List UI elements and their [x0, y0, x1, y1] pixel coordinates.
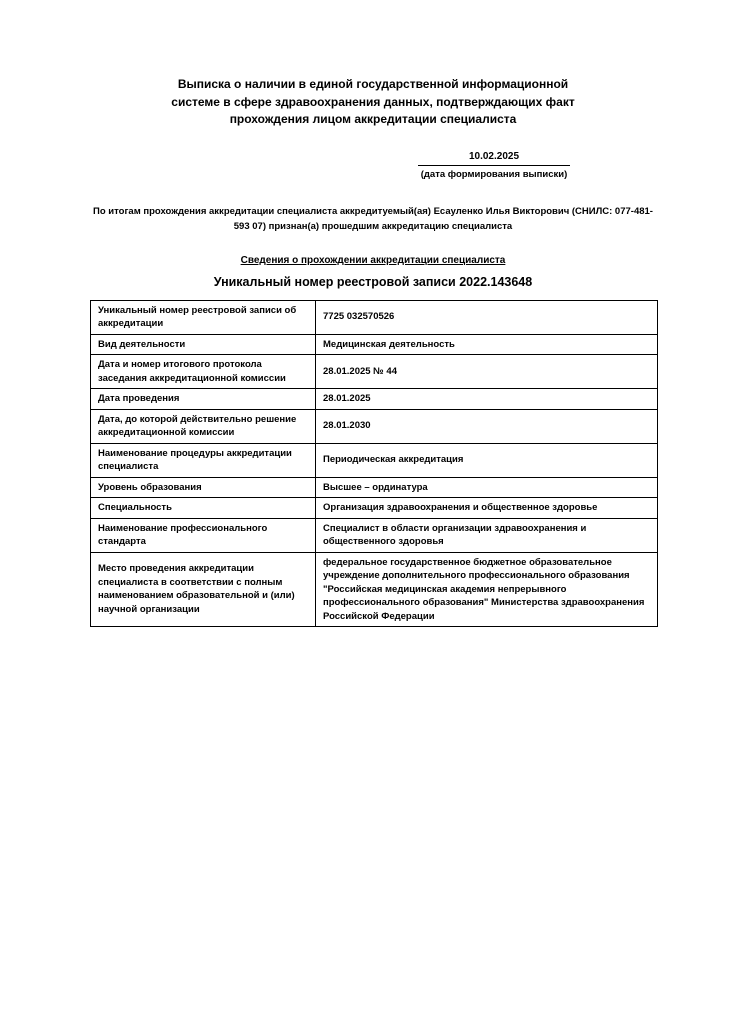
- document-title-line: системе в сфере здравоохранения данных, подтверждающих факт: [171, 94, 575, 109]
- row-label: Уровень образования: [91, 477, 316, 498]
- section-heading: Сведения о прохождении аккредитации специалиста: [240, 254, 506, 266]
- row-value: 7725 032570526: [316, 300, 658, 334]
- table-row: [91, 477, 658, 498]
- row-label: Место проведения аккредитации специалиста в соответствии с полным наименованием образовательной и (или) научной организации: [91, 552, 316, 627]
- row-label: Вид деятельности: [91, 334, 316, 355]
- document-title-line: Выписка о наличии в единой государственной информационной: [177, 77, 569, 91]
- row-label: Уникальный номер реестровой записи об аккредитации: [91, 300, 316, 334]
- row-label: Наименование процедуры аккредитации специалиста: [91, 443, 316, 477]
- row-label: Дата проведения: [91, 389, 316, 410]
- formation-date-value: 10.02.2025: [418, 150, 570, 166]
- table-row: [91, 518, 658, 552]
- formation-date-block: [418, 150, 570, 181]
- table-row: [91, 552, 658, 627]
- table-row: [91, 443, 658, 477]
- row-value: Периодическая аккредитация: [316, 443, 658, 477]
- row-value: 28.01.2025: [316, 389, 658, 410]
- row-value: 28.01.2030: [316, 409, 658, 443]
- table-row: [91, 355, 658, 389]
- table-row: [91, 300, 658, 334]
- table-row: [91, 498, 658, 519]
- document-title: [90, 76, 656, 129]
- row-label: Наименование профессионального стандарта: [91, 518, 316, 552]
- row-label: Специальность: [91, 498, 316, 519]
- row-label: Дата, до которой действительно решение аккредитационной комиссии: [91, 409, 316, 443]
- table-row: [91, 389, 658, 410]
- table-row: [91, 409, 658, 443]
- document-title-line: прохождения лицом аккредитации специалиста: [229, 112, 517, 126]
- row-value: федеральное государственное бюджетное образовательное учреждение дополнительного профессионального образования "Российская медицинская академия непрерывного профессионального образования" Министерства здравоохранения Российской Федерации: [316, 552, 658, 627]
- accreditation-details-table: [90, 300, 658, 628]
- row-value: Высшее – ординатура: [316, 477, 658, 498]
- table-row: [91, 334, 658, 355]
- row-value: 28.01.2025 № 44: [316, 355, 658, 389]
- registry-number-heading: Уникальный номер реестровой записи 2022.143648: [213, 274, 533, 289]
- formation-date-caption: (дата формирования выписки): [420, 168, 568, 180]
- accreditation-summary-paragraph: По итогам прохождения аккредитации специалиста аккредитуемый(ая) Есауленко Илья Викторович (СНИЛС: 077-481-593 07) признан(а) прошедшим аккредитацию специалиста: [93, 205, 653, 232]
- row-value: Организация здравоохранения и общественное здоровье: [316, 498, 658, 519]
- row-value: Медицинская деятельность: [316, 334, 658, 355]
- row-value: Специалист в области организации здравоохранения и общественного здоровья: [316, 518, 658, 552]
- row-label: Дата и номер итогового протокола заседания аккредитационной комиссии: [91, 355, 316, 389]
